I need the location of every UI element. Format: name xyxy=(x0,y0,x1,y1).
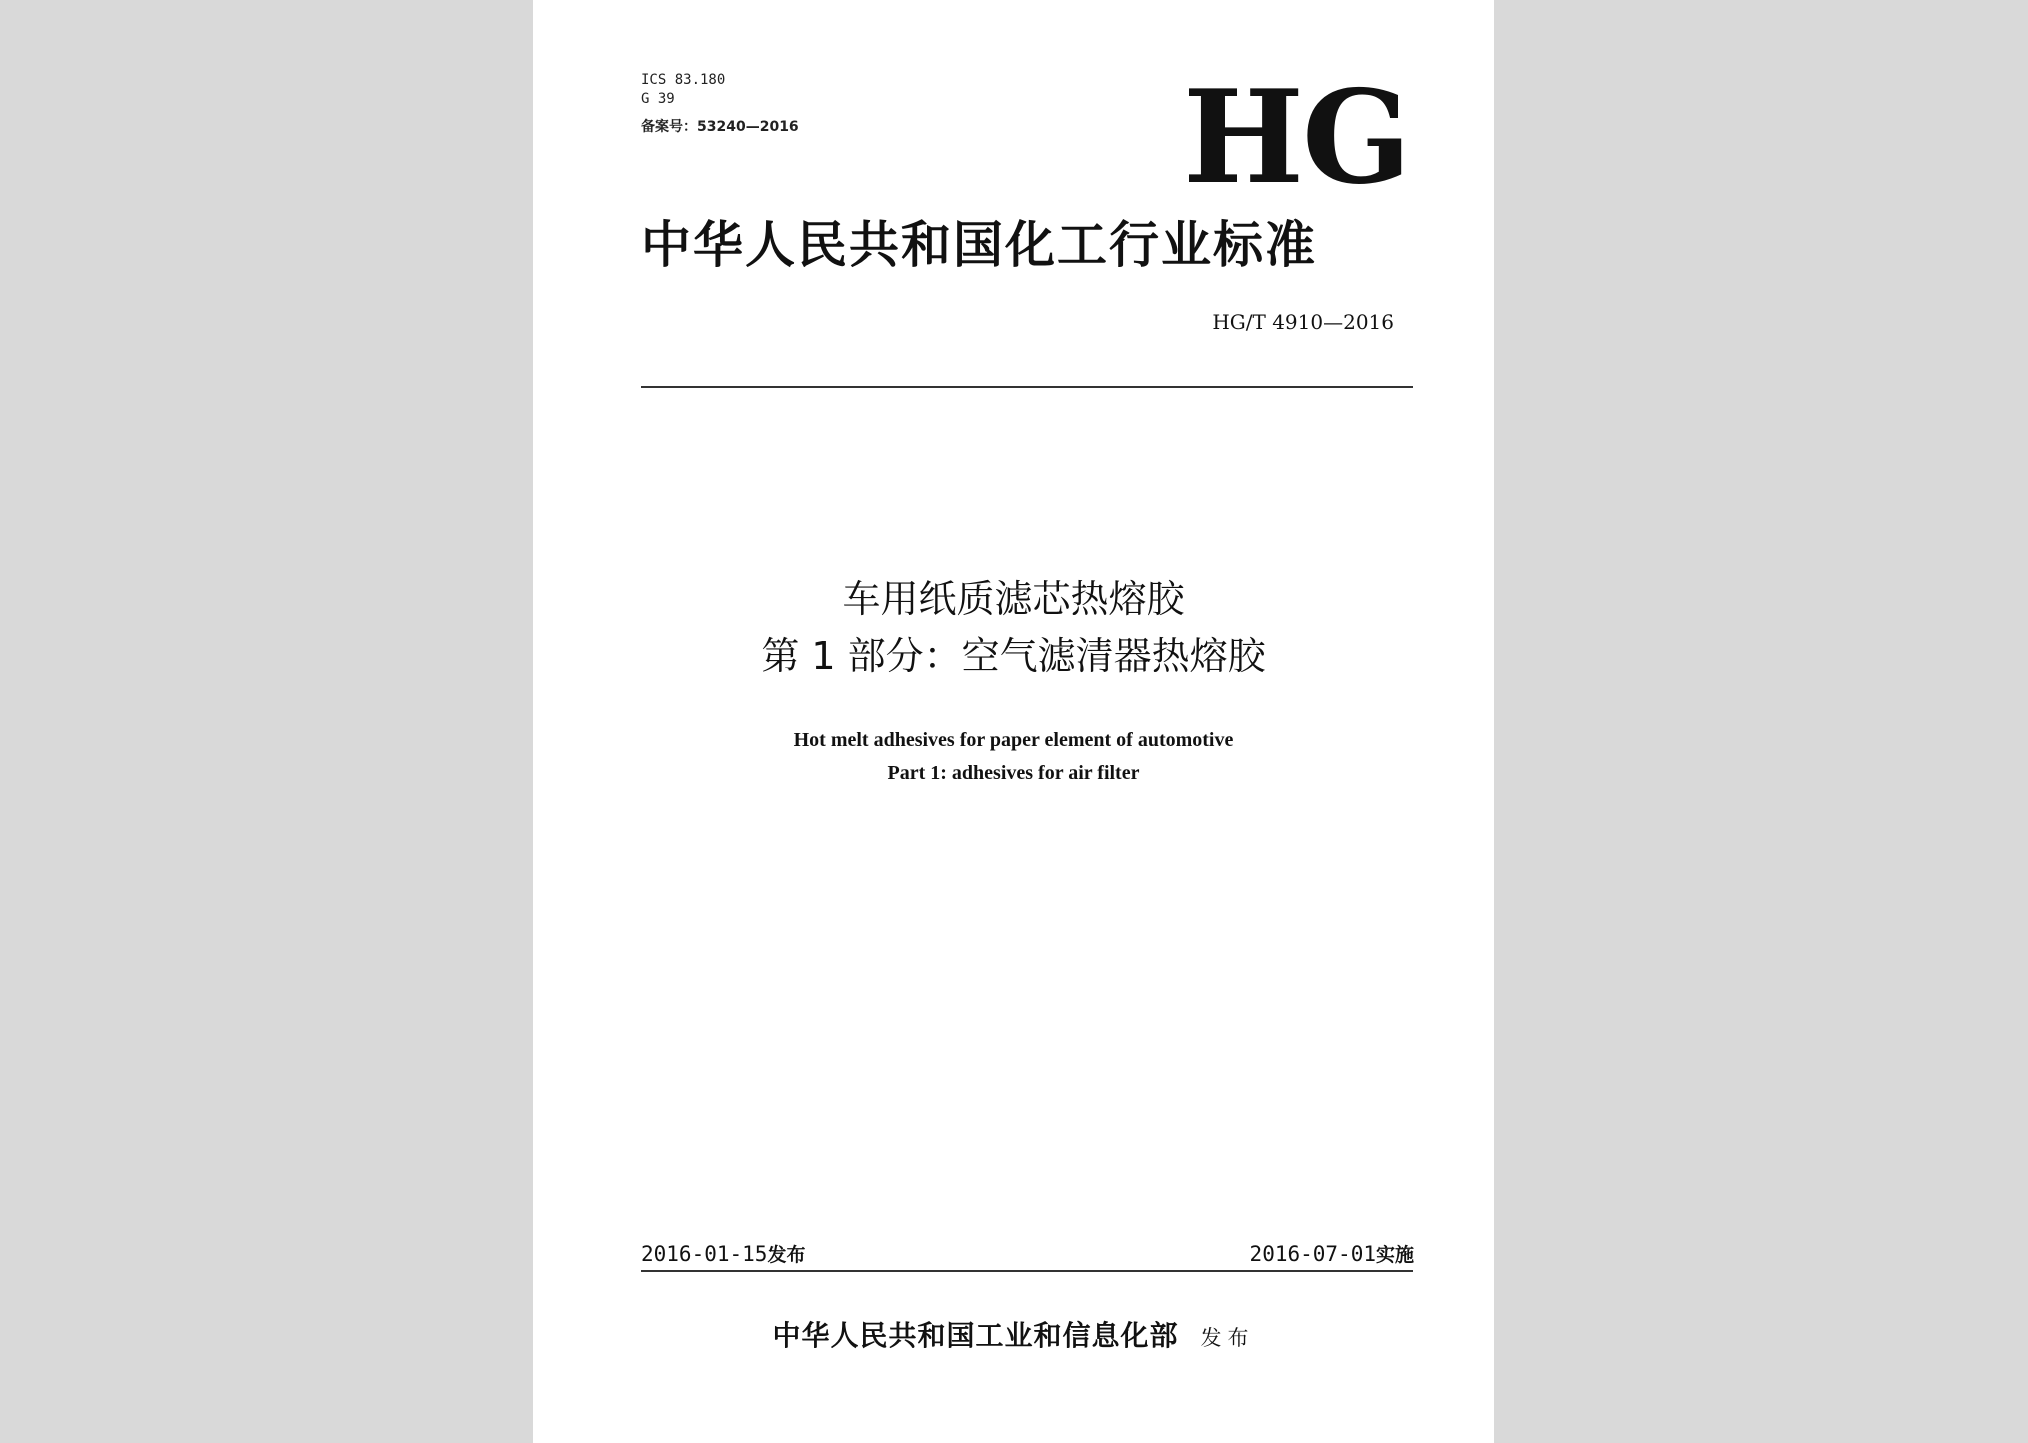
top-divider xyxy=(641,386,1413,388)
standard-title: 中华人民共和国化工行业标准 xyxy=(641,215,1317,274)
title-cn-line1: 车用纸质滤芯热熔胶 xyxy=(842,577,1185,621)
ics-code: ICS 83.180 xyxy=(641,72,726,88)
title-en-line2: Part 1: adhesives for air filter xyxy=(887,762,1140,784)
implement-date-block xyxy=(1250,1240,1414,1269)
implement-label: 实施 xyxy=(1375,1244,1414,1266)
hg-logo: HG xyxy=(1183,63,1410,213)
standard-number: HG/T 4910—2016 xyxy=(1212,310,1394,334)
issue-date-block xyxy=(641,1240,805,1269)
issue-label: 发布 xyxy=(767,1244,806,1266)
title-cn-line2: 第 1 部分：空气滤清器热熔胶 xyxy=(761,634,1266,678)
issue-date: 2016-01-15 xyxy=(641,1242,768,1266)
implement-date: 2016-07-01 xyxy=(1249,1242,1376,1266)
title-en-line1: Hot melt adhesives for paper element of automotive xyxy=(793,729,1234,751)
bottom-divider xyxy=(641,1270,1413,1272)
record-number: 备案号：53240—2016 xyxy=(641,119,799,135)
document-page xyxy=(533,0,1494,1443)
publisher-line xyxy=(533,1317,1494,1357)
publisher-action: 发布 xyxy=(1200,1326,1255,1350)
ccs-code: G 39 xyxy=(641,91,675,107)
publisher-name: 中华人民共和国工业和信息化部 xyxy=(772,1319,1179,1352)
